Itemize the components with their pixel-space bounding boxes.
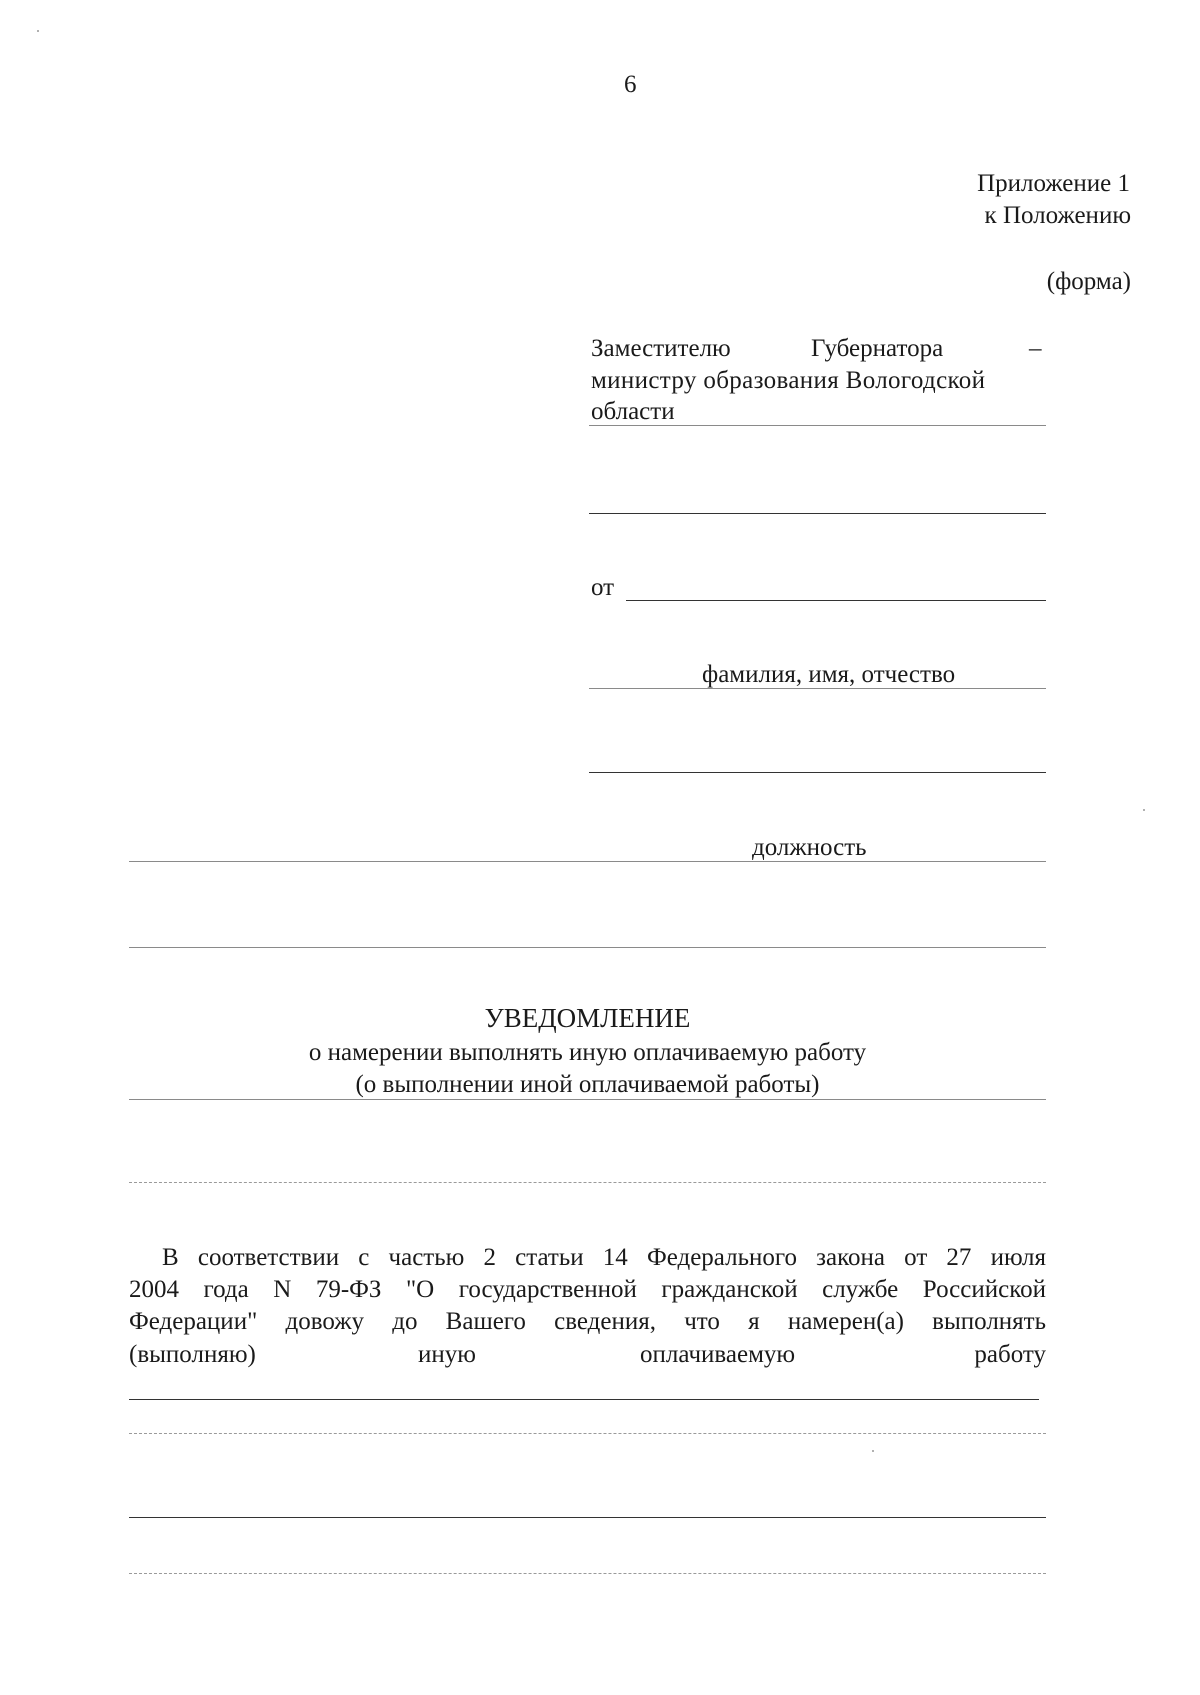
appendix-subtitle: к Положению xyxy=(984,202,1131,229)
position-caption: должность xyxy=(752,834,867,861)
position-blank-line[interactable] xyxy=(129,861,1046,862)
scan-speck xyxy=(1143,809,1145,811)
body-blank-line-1[interactable] xyxy=(129,1399,1039,1400)
document-subtitle-1: о намерении выполнять иную оплачиваемую работу xyxy=(308,1039,867,1066)
addressee-dash: – xyxy=(1029,335,1042,362)
body-line-3-text: Федерации" довожу до Вашего сведения, что я намерен(а) выполнять xyxy=(129,1308,1046,1335)
addressee-underline xyxy=(589,425,1046,426)
body-line-4-word-1: (выполняю) xyxy=(129,1341,256,1368)
addressee-word-governor: Губернатора xyxy=(811,335,944,362)
fio-caption: фамилия, имя, отчество xyxy=(702,661,956,688)
body-line-4-word-4: работу xyxy=(974,1341,1046,1368)
from-label: от xyxy=(591,574,615,601)
body-blank-line-2[interactable] xyxy=(129,1433,1046,1434)
addressee-word-deputy: Заместителю xyxy=(591,335,731,362)
from-blank-line[interactable] xyxy=(626,600,1046,601)
form-label: (форма) xyxy=(1046,268,1131,295)
scan-speck xyxy=(37,30,39,32)
body-blank-line-3[interactable] xyxy=(129,1517,1046,1518)
document-title: УВЕДОМЛЕНИЕ xyxy=(484,1003,691,1033)
body-line-4-word-2: иную xyxy=(418,1341,476,1368)
fourth-blank-line[interactable] xyxy=(129,1182,1046,1183)
body-line-1 xyxy=(162,1242,1046,1273)
fio-blank-line[interactable] xyxy=(589,688,1046,689)
title-underline xyxy=(129,1099,1046,1100)
body-line-2-text: 2004 года N 79-ФЗ "О государственной гражданской службе Российской xyxy=(129,1276,1046,1303)
page-number: 6 xyxy=(624,71,637,98)
body-line-2 xyxy=(129,1274,1046,1305)
body-line-4-word-3: оплачиваемую xyxy=(640,1341,796,1368)
appendix-title: Приложение 1 xyxy=(977,170,1130,197)
addressee-line-3: области xyxy=(591,398,675,425)
third-blank-line[interactable] xyxy=(129,947,1046,948)
second-blank-line[interactable] xyxy=(589,772,1046,773)
document-subtitle-2: (о выполнении иной оплачиваемой работы) xyxy=(355,1071,820,1098)
body-blank-line-4[interactable] xyxy=(129,1573,1046,1574)
addressee-line-2: министру образования Вологодской xyxy=(591,367,986,394)
scan-speck xyxy=(872,1450,874,1452)
body-line-1-text: В соответствии с частью 2 статьи 14 Федерального закона от 27 июля xyxy=(162,1244,1046,1271)
addressee-blank-line[interactable] xyxy=(589,513,1046,514)
body-line-3 xyxy=(129,1306,1046,1337)
